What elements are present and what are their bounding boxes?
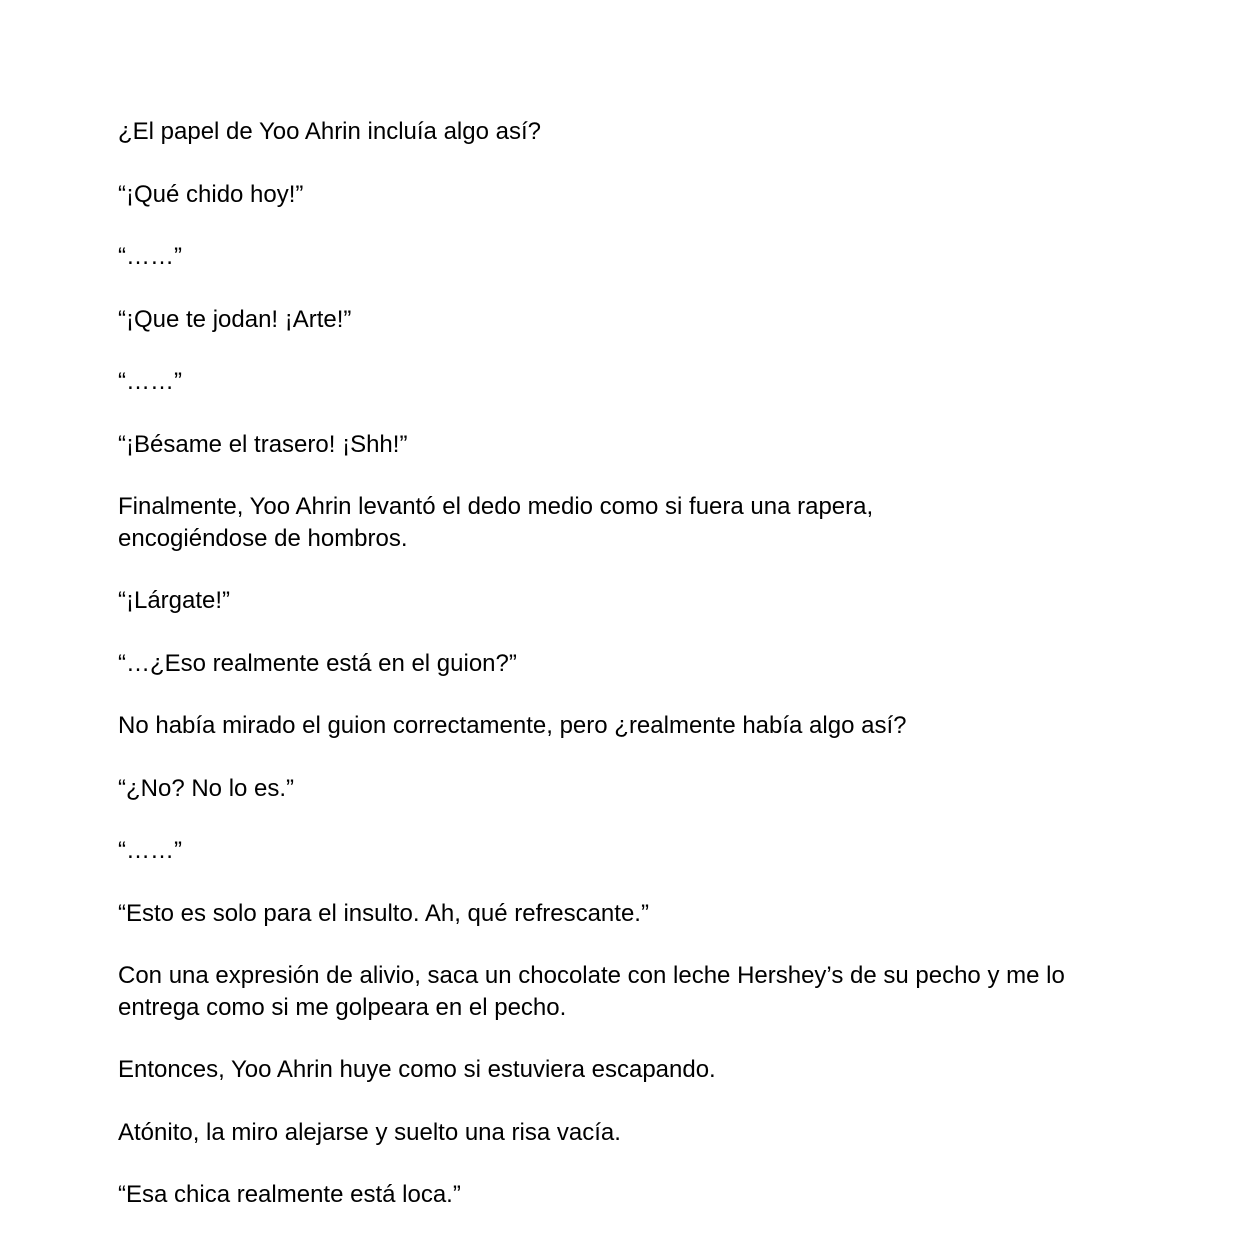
paragraph: “……”	[118, 243, 182, 270]
paragraph: “¿No? No lo es.”	[118, 774, 295, 802]
paragraph: Finalmente, Yoo Ahrin levantó el dedo medio como si fuera una rapera, encogiéndose de hombros.	[118, 493, 880, 552]
paragraph: “Esto es solo para el insulto. Ah, qué refrescante.”	[118, 899, 649, 927]
paragraph: Atónito, la miro alejarse y suelto una risa vacía.	[118, 1118, 621, 1146]
paragraph: No había mirado el guion correctamente, pero ¿realmente había algo así?	[118, 712, 907, 739]
paragraph: ¿El papel de Yoo Ahrin incluía algo así?	[118, 118, 541, 145]
paragraph: Entonces, Yoo Ahrin huye como si estuviera escapando.	[118, 1056, 716, 1083]
paragraph: “¡Que te jodan! ¡Arte!”	[118, 305, 352, 333]
paragraph: “¡Lárgate!”	[118, 587, 231, 614]
document-body	[118, 116, 1128, 1242]
paragraph: Con una expresión de alivio, saca un chocolate con leche Hershey’s de su pecho y me lo entrega como si me golpeara en el pecho.	[118, 962, 1072, 1021]
paragraph: “…¿Eso realmente está en el guion?”	[118, 649, 517, 677]
paragraph: “……”	[118, 837, 182, 864]
paragraph: “……”	[118, 368, 182, 395]
paragraph: “¡Bésame el trasero! ¡Shh!”	[118, 430, 408, 458]
paragraph: “¡Qué chido hoy!”	[118, 180, 304, 208]
paragraph: “Esa chica realmente está loca.”	[118, 1181, 461, 1208]
